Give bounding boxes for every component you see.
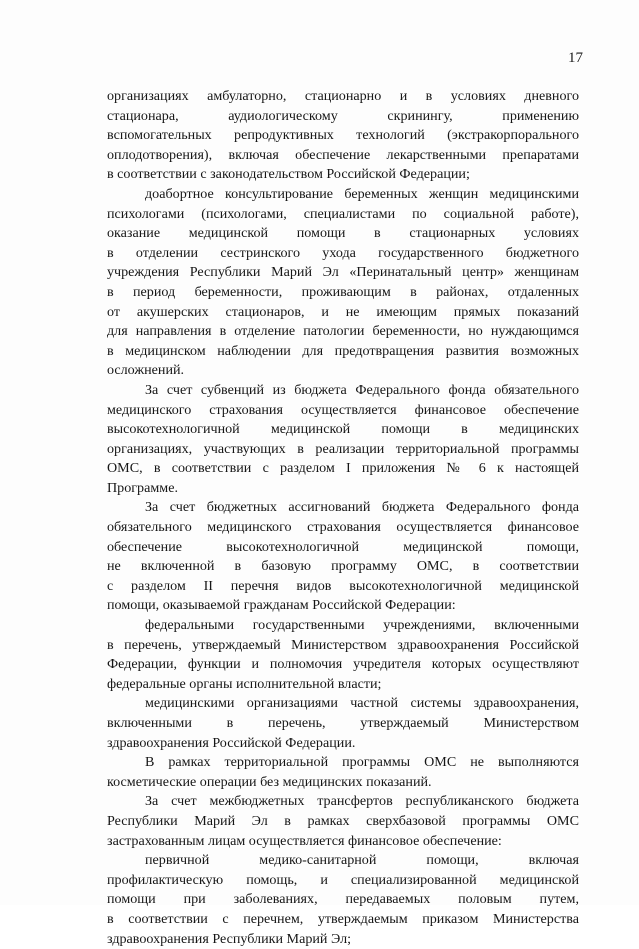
text-line: медицинскими организациями частной системы здравоохранения, — [145, 695, 579, 712]
text-line: За счет межбюджетных трансфертов республиканского бюджета — [145, 793, 579, 810]
text-line: учреждения Республики Марий Эл «Перинатальный центр» женщинам — [107, 264, 579, 281]
text-line: косметические операции без медицинских показаний. — [107, 773, 432, 790]
text-line: ОМС, в соответствии с разделом I приложения № 6 к настоящей — [107, 460, 579, 477]
text-line: для направления в отделение патологии беременности, но нуждающимся — [107, 323, 579, 340]
paragraph — [107, 694, 579, 753]
paragraph — [107, 851, 579, 949]
text-line: стационара, аудиологическому скринингу, применению — [107, 107, 579, 124]
text-line: организациях, участвующих в реализации территориальной программы — [107, 440, 579, 457]
paragraph — [107, 87, 579, 185]
text-line: оплодотворения), включая обеспечение лекарственными препаратами — [107, 146, 579, 163]
text-line: Республики Марий Эл в рамках сверхбазовой программы ОМС — [107, 812, 579, 829]
paragraph — [107, 792, 579, 851]
text-line: от акушерских стационаров, и не имеющим прямых показаний — [107, 303, 579, 320]
text-line: За счет субвенций из бюджета Федерального фонда обязательного — [145, 381, 579, 398]
text-line: осложнений. — [107, 362, 185, 379]
text-line: профилактическую помощь, и специализированной медицинской — [107, 871, 579, 888]
text-line: в соответствии с законодательством Российской Федерации; — [107, 166, 470, 183]
text-line: включенными в перечень, утверждаемый Министерством — [107, 715, 579, 731]
paragraph — [107, 616, 579, 694]
text-line: За счет бюджетных ассигнований бюджета Федерального фонда — [145, 499, 579, 516]
paragraph — [107, 381, 579, 499]
page-number: 17 — [568, 50, 583, 66]
text-line: обеспечение высокотехнологичной медицинской помощи, — [107, 538, 579, 555]
text-line: В рамках территориальной программы ОМС не выполняются — [145, 754, 579, 771]
text-line: вспомогательных репродуктивных технологий (экстракорпорального — [107, 127, 579, 144]
paragraph — [107, 753, 579, 792]
document-body — [107, 87, 579, 949]
text-line: обязательного медицинского страхования осуществляется финансовое — [107, 519, 579, 536]
text-line: застрахованным лицам осуществляется финансовое обеспечение: — [107, 832, 502, 849]
paragraph — [107, 185, 579, 381]
text-line: психологами (психологами, специалистами по социальной работе), — [107, 205, 579, 222]
text-line: в отделении сестринского ухода государственного бюджетного — [107, 244, 579, 261]
text-line: доабортное консультирование беременных женщин медицинскими — [145, 185, 579, 202]
text-line: Программе. — [107, 479, 178, 496]
text-line: федеральными государственными учреждениями, включенными — [145, 617, 579, 634]
text-line: оказание медицинской помощи в стационарных условиях — [107, 225, 579, 242]
text-line: высокотехнологичной медицинской помощи в медицинских — [107, 421, 579, 438]
text-line: организациях амбулаторно, стационарно и в условиях дневного — [107, 88, 579, 104]
text-line: в период беременности, проживающим в районах, отдаленных — [107, 283, 579, 300]
text-line: в перечень, утверждаемый Министерством здравоохранения Российской — [107, 636, 579, 653]
text-line: с разделом II перечня видов высокотехнологичной медицинской — [107, 577, 579, 594]
text-line: в соответствии с перечнем, утверждаемым приказом Министерства — [107, 910, 579, 927]
text-line: не включенной в базовую программу ОМС, в соответствии — [107, 558, 579, 575]
text-line: в медицинском наблюдении для предотвращения развития возможных — [107, 342, 579, 359]
text-line: первичной медико-санитарной помощи, включая — [145, 852, 579, 869]
text-line: Федерации, функции и полномочия учредителя которых осуществляют — [107, 656, 579, 673]
text-line: здравоохранения Российской Федерации. — [107, 734, 356, 751]
text-line: здравоохранения Республики Марий Эл; — [107, 930, 352, 947]
text-line: помощи, оказываемой гражданам Российской Федерации: — [107, 597, 456, 614]
paragraph — [107, 498, 579, 616]
text-line: федеральные органы исполнительной власти; — [107, 675, 382, 692]
text-line: помощи при заболеваниях, передаваемых половым путем, — [107, 891, 579, 908]
text-line: медицинского страхования осуществляется финансовое обеспечение — [107, 401, 579, 418]
